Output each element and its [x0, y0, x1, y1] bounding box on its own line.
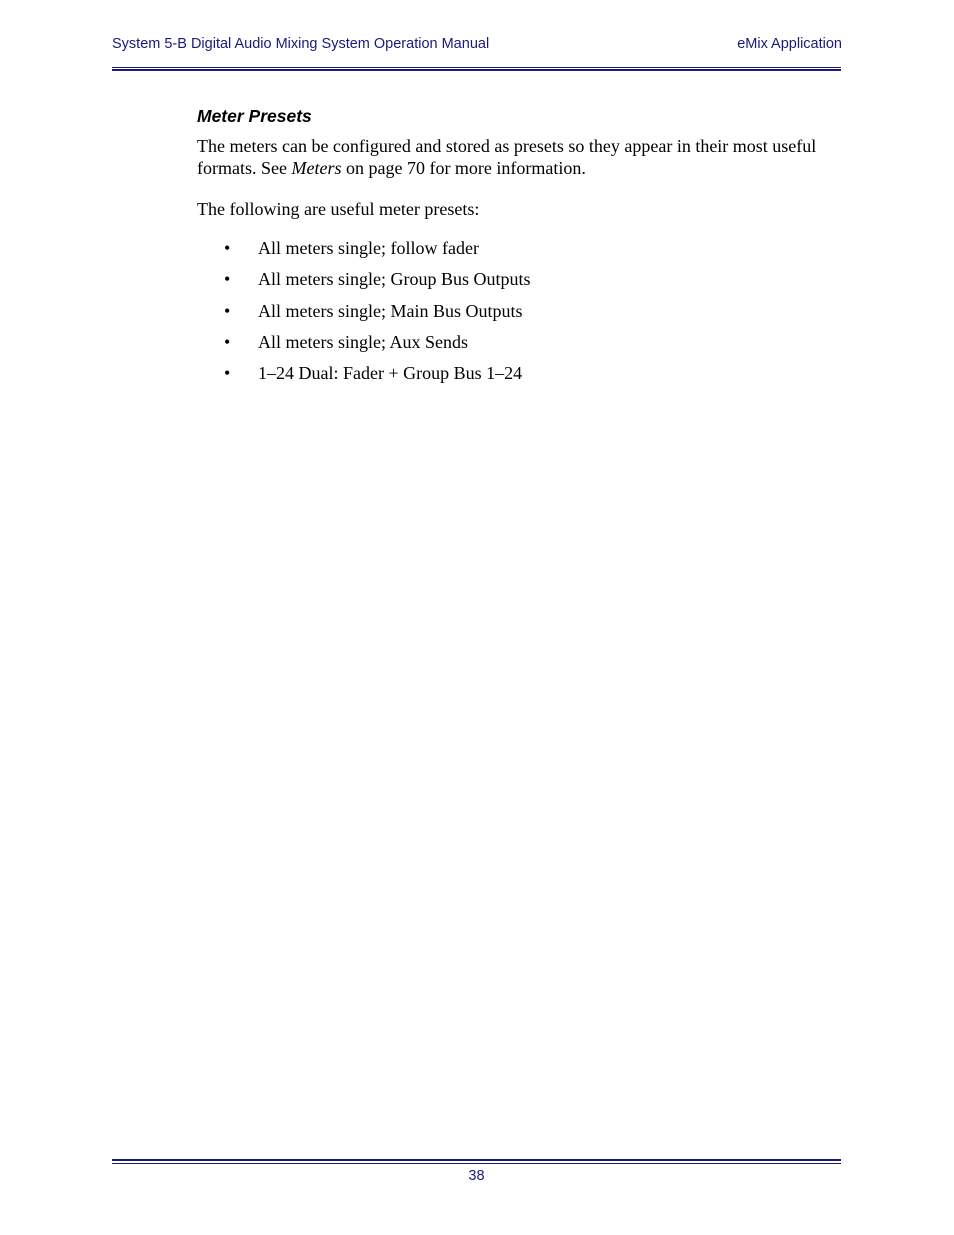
- intro-text-start: The meters can be configured and stored as presets so they appear in their most useful formats. See: [197, 136, 817, 178]
- list-item-text: All meters single; Aux Sends: [258, 331, 468, 352]
- header-rule-thin: [112, 67, 841, 68]
- list-item-text: All meters single; Group Bus Outputs: [258, 269, 531, 290]
- intro-paragraph: [197, 135, 847, 179]
- bullet-icon: •: [224, 269, 231, 290]
- page-number: 38: [468, 1168, 485, 1184]
- list-item-text: All meters single; follow fader: [258, 238, 479, 258]
- header-chapter-title: eMix Application: [737, 36, 842, 52]
- intro-text-end: on page 70 for more information.: [341, 158, 586, 178]
- page-header: [112, 36, 842, 56]
- section-heading: Meter Presets: [197, 106, 312, 126]
- list-item-text: 1–24 Dual: Fader + Group Bus 1–24: [258, 363, 523, 384]
- bullet-icon: •: [224, 300, 231, 321]
- meters-cross-reference: Meters: [291, 158, 342, 178]
- header-rule-thick: [112, 69, 841, 71]
- bullet-icon: •: [224, 238, 231, 258]
- presets-intro-paragraph: The following are useful meter presets:: [197, 199, 480, 219]
- footer-rule-thick: [112, 1159, 841, 1161]
- list-item-text: All meters single; Main Bus Outputs: [258, 300, 523, 321]
- bullet-icon: •: [224, 363, 231, 384]
- footer-rule-thin: [112, 1163, 841, 1164]
- header-manual-title: System 5-B Digital Audio Mixing System Operation Manual: [112, 36, 490, 52]
- bullet-icon: •: [224, 331, 231, 352]
